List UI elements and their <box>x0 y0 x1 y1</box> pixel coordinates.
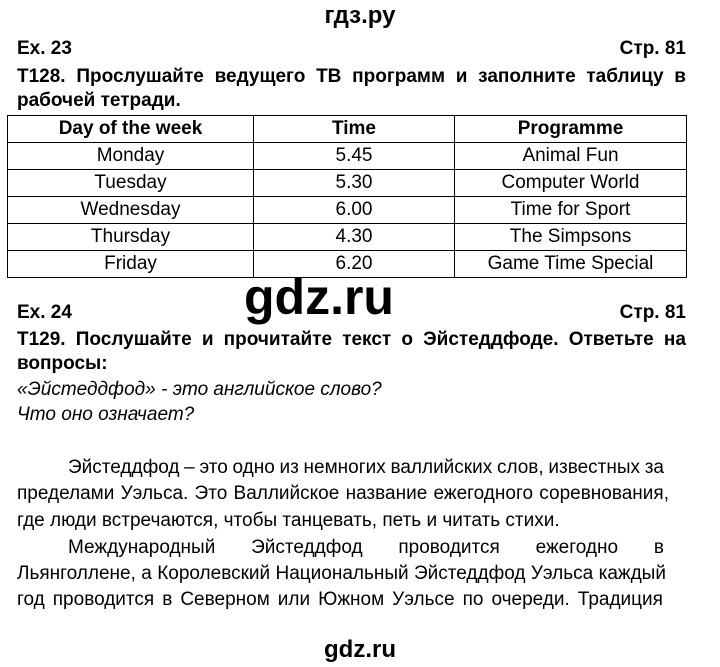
page-number: Стр. 81 <box>619 302 686 323</box>
task-128-line-2: рабочей тетради. <box>17 90 181 111</box>
exercise-23-header <box>17 38 686 60</box>
cell-time: 5.30 <box>254 170 455 197</box>
cell-day: Tuesday <box>8 170 254 197</box>
watermark: gdz.ru <box>244 269 394 325</box>
cell-time: 4.30 <box>254 224 455 251</box>
site-header: гдз.ру <box>324 2 396 29</box>
question-2: Что оно означает? <box>17 404 195 425</box>
site-footer: gdz.ru <box>324 636 396 663</box>
column-header-programme: Programme <box>455 116 687 143</box>
task-128-line-1 <box>17 65 686 89</box>
cell-day: Wednesday <box>8 197 254 224</box>
cell-programme: Time for Sport <box>455 197 687 224</box>
page-number: Стр. 81 <box>619 38 686 59</box>
cell-time: 5.45 <box>254 143 455 170</box>
text-line: Эйстеддфод – это одно из немногих валлийских слов, известных за <box>68 457 664 478</box>
table-row <box>8 224 687 251</box>
cell-day: Thursday <box>8 224 254 251</box>
cell-programme: Animal Fun <box>455 143 687 170</box>
cell-day: Monday <box>8 143 254 170</box>
task-text: T128. Прослушайте ведущего ТВ программ и заполните таблицу в <box>17 66 686 87</box>
exercise-label: Ex. 23 <box>17 38 72 59</box>
cell-day: Friday <box>8 251 254 278</box>
tv-schedule-table <box>7 115 687 278</box>
text-line: год проводится в Северном или Южном Уэльсе по очереди. Традиция <box>17 589 663 610</box>
text-line: пределами Уэльса. Это Валлийское название ежегодного соревнования, <box>17 483 669 504</box>
column-header-day: Day of the week <box>8 116 254 143</box>
exercise-24-header <box>17 302 686 324</box>
exercise-label: Ex. 24 <box>17 302 72 323</box>
question-1: «Эйстеддфод» - это английское слово? <box>17 379 382 400</box>
table-header-row <box>8 116 687 143</box>
cell-programme: Game Time Special <box>455 251 687 278</box>
cell-time: 6.00 <box>254 197 455 224</box>
table-row <box>8 170 687 197</box>
cell-programme: Computer World <box>455 170 687 197</box>
column-header-time: Time <box>254 116 455 143</box>
text-line: где люди встречаются, чтобы танцевать, петь и читать стихи. <box>17 510 560 531</box>
cell-programme: The Simpsons <box>455 224 687 251</box>
task-129-line-1: T129. Послушайте и прочитайте текст о Эйстеддфоде. Ответьте на <box>17 329 686 350</box>
text-line: Международный Эйстеддфод проводится ежегодно в <box>68 537 664 558</box>
table-row <box>8 197 687 224</box>
cell-time: 6.20 <box>254 251 455 278</box>
task-129-line-2: вопросы: <box>17 353 108 374</box>
table-row <box>8 143 687 170</box>
text-line: Льянголлене, а Королевский Национальный Эйстеддфод Уэльса каждый <box>17 563 666 584</box>
